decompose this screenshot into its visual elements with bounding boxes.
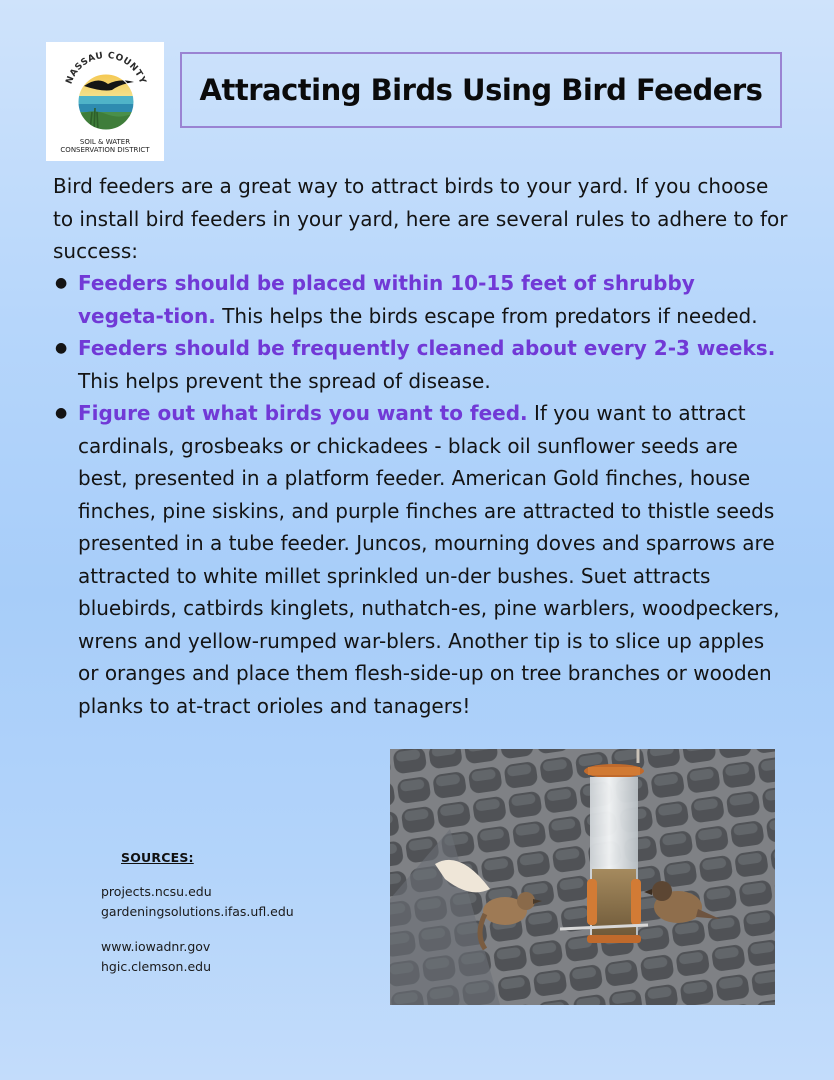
tip-body: This helps prevent the spread of disease. (78, 368, 491, 393)
tip-item-food (53, 397, 783, 722)
tip-highlight: Figure out what birds you want to feed. (78, 401, 528, 425)
tip-highlight: Feeders should be frequently cleaned about every 2-3 weeks. (78, 336, 776, 360)
bird-feeder-photo (390, 749, 775, 1005)
logo-line-2: CONSERVATION DISTRICT (60, 146, 150, 154)
source-link: gardeningsolutions.ifas.ufl.edu (101, 904, 294, 919)
sources-heading: SOURCES: (121, 850, 194, 865)
source-link: hgic.clemson.edu (101, 959, 211, 974)
page-title: Attracting Birds Using Bird Feeders (199, 73, 763, 107)
logo-arc-text: NASSAU COUNTY (64, 50, 148, 86)
tip-body: If you want to attract cardinals, grosbeaks or chickadees - black oil sunflower seeds are best, presented in a platform feeder. American Gold finches, house finches, pine siskins, and purple finches are attracted to thistle seeds presented in a tube feeder. Juncos, mourning doves and sparrows are attracted to white millet sprinkled un-der bushes. Suet attracts bluebirds, catbirds kinglets, nuthatch-es, pine warblers, woodpeckers, wrens and yellow-rumped war-blers. Another tip is to slice up apples or oranges and place them flesh-side-up on tree branches or wooden planks to at-tract orioles and tanagers! (78, 401, 780, 718)
logo-emblem (46, 42, 164, 138)
tip-item-cleaning (53, 332, 783, 397)
tip-item-placement (53, 267, 783, 332)
source-link: projects.ncsu.edu (101, 884, 212, 899)
source-link: www.iowadnr.gov (101, 939, 211, 954)
bullet-dot-icon: ● (55, 275, 68, 291)
bullet-dot-icon: ● (55, 405, 68, 421)
tip-highlight: Feeders should be placed within 10-15 feet of shrubby vegeta-tion. (78, 271, 695, 328)
tip-body: This helps the birds escape from predators if needed. (215, 303, 758, 328)
district-logo (46, 42, 164, 161)
title-box (180, 52, 782, 128)
tips-list (53, 267, 783, 722)
bullet-dot-icon: ● (55, 340, 68, 356)
intro-paragraph: Bird feeders are a great way to attract birds to your yard. If you choose to install bird feeders in your yard, here are several rules to adhere to for success: (53, 174, 788, 263)
logo-line-1: SOIL & WATER (79, 138, 131, 146)
